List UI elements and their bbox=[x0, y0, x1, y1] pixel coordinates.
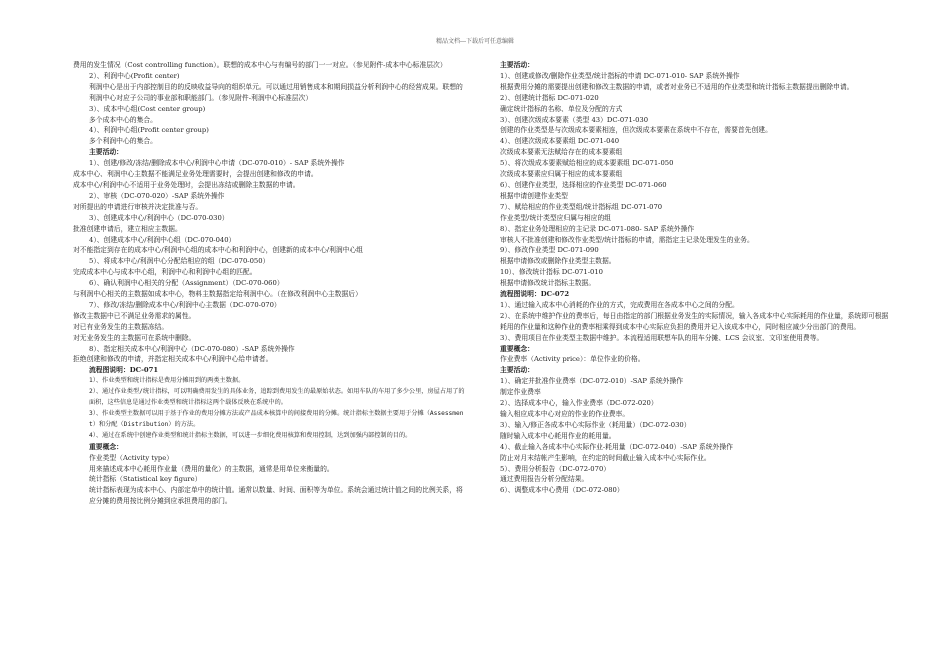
left-paragraph: 多个成本中心的集合。 bbox=[89, 115, 157, 124]
right-paragraph: 根据费用分摊的需要提出创建和修改主数据的申请，或者对业务已不适用的作业类型和统计指标主数据提出删除申请。 bbox=[500, 82, 854, 91]
right-paragraph: 主要活动： bbox=[500, 61, 534, 69]
right-paragraph: 确定统计指标的名称、单位及分配的方式 bbox=[500, 104, 623, 113]
left-paragraph: 利润中心是出于内部控制目的的反映收益导向的组织单元。可以通过用销售成本和期间损益分析利润中心的经营成果。联想的利润中心对应子公司的事业部和职能部门。（参见附件-利润中心标准层次） bbox=[89, 82, 463, 102]
right-paragraph: 1）、创建或修改/删除作业类型/统计指标的申请 DC-071-010- SAP 系统外操作 bbox=[500, 71, 740, 80]
right-paragraph: 随时输入成本中心耗用作业的耗用量。 bbox=[500, 431, 616, 440]
left-paragraph: 用来描述成本中心耗用作业量（费用的量化）的主数据，通常是用单位来衡量的。 bbox=[89, 464, 334, 473]
right-paragraph: 3）、创建次级成本要素（类型 43）DC-071-030 bbox=[500, 115, 649, 124]
left-paragraph: 修改主数据中已不满足业务需求的属性。 bbox=[73, 311, 196, 320]
right-paragraph: 流程图说明：DC-072 bbox=[500, 290, 570, 299]
right-paragraph: 作业类型/统计类型应归属与相应的组 bbox=[500, 213, 612, 222]
left-paragraph: 对不能指定到存在的成本中心/利润中心组的成本中心和利润中心，创建新的成本中心/利润中心组 bbox=[73, 246, 364, 255]
right-paragraph: 10）、修改统计指标 DC-071-010 bbox=[500, 268, 603, 277]
left-paragraph: 费用的发生情况（Cost controlling function）。联想的成本中心与有编号的部门一一对应。（参见附件-成本中心标准层次） bbox=[73, 61, 447, 69]
left-paragraph: 多个利润中心的集合。 bbox=[89, 137, 157, 146]
left-paragraph: 4）、利润中心组(Profit center group) bbox=[89, 126, 209, 135]
right-paragraph: 6）、创建作业类型，选择相应的作业类型 DC-071-060 bbox=[500, 180, 667, 189]
right-paragraph: 输入相应成本中心对应的作业的作业费率。 bbox=[500, 410, 630, 418]
right-paragraph: 8）、指定业务处理相应的主记录 DC-071-080- SAP 系统外操作 bbox=[500, 224, 695, 233]
page-header: 精品文档---下载后可任意编辑 bbox=[435, 38, 515, 45]
left-paragraph: 成本中心、利润中心主数据不能满足业务处理需要时，会提出创建和修改的申请。 bbox=[73, 170, 318, 179]
right-paragraph: 主要活动： bbox=[500, 366, 534, 375]
left-paragraph: 4）、通过在系统中创建作业类型和统计指标主数据，可以进一步细化费用核算和费用控制，达到加强内部控制的目的。 bbox=[89, 431, 412, 439]
left-paragraph: 3）、创建成本中心/利润中心（DC-070-030） bbox=[89, 213, 229, 222]
left-paragraph: 8）、指定相关成本中心/利润中心（DC-070-080）-SAP 系统外操作 bbox=[89, 344, 295, 353]
left-paragraph: 1）、作业类型和统计指标是费用分摊用到的两类主数据。 bbox=[89, 377, 245, 385]
left-paragraph: 1）、创建/修改/冻结/删除成本中心/利润中心申请（DC-070-010）- SAP 系统外操作 bbox=[89, 159, 345, 168]
right-paragraph: 防止对月末结帐产生影响，在约定的时间截止输入成本中心实际作业。 bbox=[500, 453, 711, 462]
right-paragraph: 5）、费用分析报告（DC-072-070） bbox=[500, 464, 611, 473]
left-paragraph: 4）、创建成本中心/利润中心组（DC-070-040） bbox=[89, 235, 236, 244]
right-paragraph: 9）、修改作业类型 DC-071-090 bbox=[500, 246, 599, 255]
left-paragraph: 统计指标（Statistical key figure） bbox=[89, 475, 202, 484]
left-paragraph: 对已有业务发生的主数据冻结。 bbox=[73, 322, 169, 331]
left-paragraph: 对所提出的申请进行审核并决定批准与否。 bbox=[73, 202, 203, 211]
right-paragraph: 创建的作业类型是与次级成本要素相连，但次级成本要素在系统中不存在，需要首先创建。 bbox=[500, 126, 772, 135]
left-paragraph: 完成成本中心与成本中心组，利润中心和利润中心组的匹配。 bbox=[73, 268, 257, 277]
left-paragraph: 重要概念： bbox=[89, 442, 123, 451]
right-paragraph: 3）、费用项目在作业类型主数据中维护。本流程适用联想车队的用车分摊、LCS 会议室、文印室使用费等。 bbox=[500, 333, 824, 342]
left-paragraph: 流程图说明：DC-071 bbox=[89, 366, 159, 375]
right-paragraph: 4）、创建次级成本要素组 DC-071-040 bbox=[500, 137, 620, 146]
left-paragraph: 拒绝创建和修改的申请，并指定相关成本中心/利润中心给申请者。 bbox=[73, 355, 273, 364]
right-paragraph: 3）、输入/修正各成本中心实际作业（耗用量）（DC-072-030） bbox=[500, 420, 691, 429]
right-paragraph: 4）、截止输入各成本中心实际作业-耗用量（DC-072-040）-SAP 系统外操作 bbox=[500, 442, 733, 451]
left-paragraph: 批准创建申请后，建立相应主数据。 bbox=[73, 224, 182, 233]
right-paragraph: 次级成本要素应归属于相应的成本要素组 bbox=[500, 170, 623, 179]
left-paragraph: 3）、成本中心组(Cost center group) bbox=[89, 104, 206, 113]
left-paragraph: 2）、审核（DC-070-020）-SAP 系统外操作 bbox=[89, 191, 225, 200]
right-paragraph: 5）、将次级成本要素赋给相应的成本要素组 DC-071-050 bbox=[500, 159, 674, 168]
right-paragraph: 通过费用报告分析分配结果。 bbox=[500, 475, 589, 484]
left-paragraph: 成本中心/利润中心不适用于业务处理时，会提出冻结或删除主数据的申请。 bbox=[73, 180, 300, 189]
left-paragraph: 对无业务发生的主数据可在系统中删除。 bbox=[73, 333, 196, 342]
right-paragraph: 2）、选择成本中心，输入作业费率（DC-072-020） bbox=[500, 399, 658, 408]
right-paragraph: 制定作业费率 bbox=[500, 388, 541, 397]
right-paragraph: 2）、在系统中维护作业的费率后，每日由指定的部门根据业务发生的实际情况，输入各成本中心实际耗用的作业量，系统即可根据耗用的作业量和这种作业的费率相乘得到成本中心实际应负担的费用并记入该成本中心，同时相应减少分出部门的费用。 bbox=[500, 311, 889, 331]
right-paragraph: 1）、确定并批准作业费率（DC-072-010）-SAP 系统外操作 bbox=[500, 377, 684, 386]
right-paragraph: 6）、调整成本中心费用（DC-072-080） bbox=[500, 486, 624, 495]
right-paragraph: 1）、通过输入成本中心消耗的作业的方式，完成费用在各成本中心之间的分配。 bbox=[500, 300, 739, 309]
right-paragraph: 2）、创建统计指标 DC-071-020 bbox=[500, 93, 599, 102]
right-column bbox=[500, 60, 890, 496]
right-paragraph: 根据申请创建作业类型 bbox=[500, 191, 568, 200]
right-paragraph: 审核人不批准创建和修改作业类型/统计指标的申请，需指定主记录处理发生的业务。 bbox=[500, 235, 754, 244]
left-paragraph: 作业类型（Activity type） bbox=[89, 453, 174, 462]
right-paragraph: 根据申请修改统计指标主数据。 bbox=[500, 279, 596, 288]
left-paragraph: 2）、通过作业类型/统计指标，可以明确费用发生的具体业务，追踪到费用发生的最原始状态。如用车队的车用了多少公里，房屋占用了的面积，这些信息是通过作业类型和统计指标这两个载体反映在系统中的。 bbox=[89, 388, 465, 407]
left-paragraph: 5）、将成本中心/利润中心分配给相应的组（DC-070-050） bbox=[89, 257, 270, 266]
left-column bbox=[73, 60, 468, 507]
right-paragraph: 次级成本要素无法赋给存在的成本要素组 bbox=[500, 148, 623, 157]
left-paragraph: 2）、利润中心(Profit center) bbox=[89, 71, 180, 80]
right-paragraph: 7）、赋给相应的作业类型组/统计指标组 DC-071-070 bbox=[500, 202, 663, 211]
left-paragraph: 6）、确认利润中心相关的分配（Assignment）（DC-070-060） bbox=[89, 279, 284, 288]
left-paragraph: 3）、作业类型主数据可以用于基于作业的费用分摊方法或产品成本核算中的间接费用的分摊。统计指标主数据主要用于分摊（Assessment）和分配（Distribution）的方法。 bbox=[89, 410, 464, 428]
right-paragraph: 重要概念： bbox=[500, 344, 534, 353]
right-paragraph: 作业费率（Activity price）：单位作业的价格。 bbox=[500, 355, 645, 364]
left-paragraph: 与利润中心相关的主数据如成本中心，物料主数据指定给利润中心。（在修改利润中心主数据后） bbox=[73, 290, 362, 299]
left-paragraph: 主要活动： bbox=[89, 148, 123, 157]
right-paragraph: 根据申请修改或删除作业类型主数据。 bbox=[500, 257, 616, 266]
left-paragraph: 统计指标表现为成本中心、内部定单中的统计值。通常以数量、时间、面积等为单位。系统会通过统计值之间的比例关系，将应分摊的费用按比例分摊到应承担费用的部门。 bbox=[89, 486, 463, 506]
left-paragraph: 7）、修改/冻结/删除成本中心/利润中心主数据（DC-070-070） bbox=[89, 300, 281, 309]
